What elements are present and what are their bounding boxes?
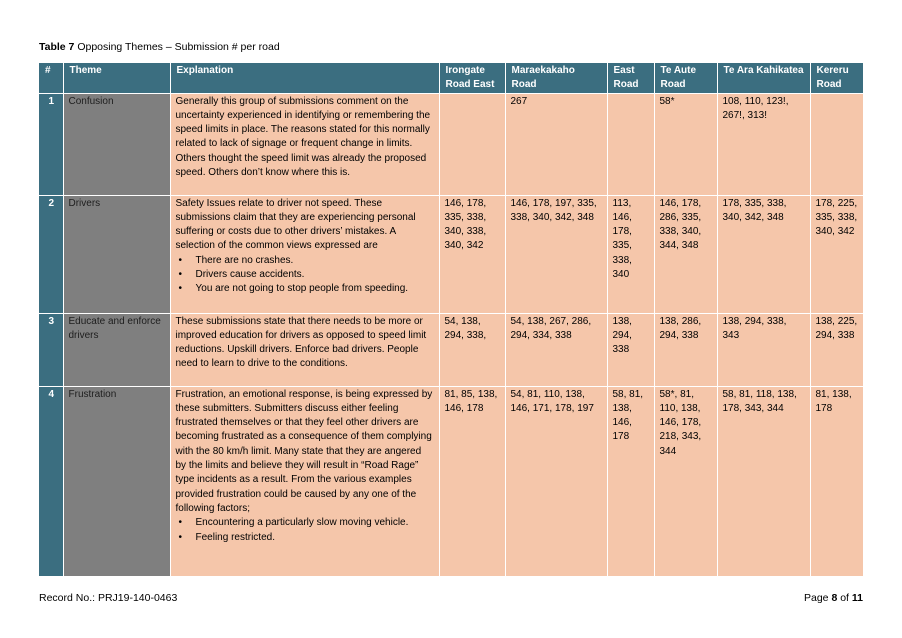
maraekakaho-cell: 267 — [505, 93, 607, 195]
explanation-bullets — [176, 254, 435, 297]
theme-cell: Confusion — [63, 93, 170, 195]
table-row — [39, 386, 863, 576]
kereru-cell: 138, 225, 294, 338 — [810, 313, 863, 386]
east-road-cell: 113, 146, 178, 335, 338, 340 — [607, 195, 654, 313]
explanation-cell — [170, 386, 439, 576]
record-number: Record No.: PRJ19-140-0463 — [39, 592, 178, 604]
bullet-item: • Encountering a particularly slow moving vehicle. — [176, 516, 435, 530]
column-header-te-aute-road: Te Aute Road — [654, 63, 717, 93]
irongate-cell: 146, 178, 335, 338, 340, 338, 340, 342 — [439, 195, 505, 313]
column-header-irongate-road-east: Irongate Road East — [439, 63, 505, 93]
maraekakaho-cell: 54, 138, 267, 286, 294, 334, 338 — [505, 313, 607, 386]
table-row — [39, 195, 863, 313]
column-header-te-ara-kahikatea: Te Ara Kahikatea — [717, 63, 810, 93]
column-header-kereru-road: Kereru Road — [810, 63, 863, 93]
table-row — [39, 313, 863, 386]
explanation-cell — [170, 313, 439, 386]
te-aute-cell: 58*, 81, 110, 138, 146, 178, 218, 343, 344 — [654, 386, 717, 576]
irongate-cell: 81, 85, 138, 146, 178 — [439, 386, 505, 576]
bullet-item: • Feeling restricted. — [176, 531, 435, 545]
maraekakaho-cell: 146, 178, 197, 335, 338, 340, 342, 348 — [505, 195, 607, 313]
theme-cell: Drivers — [63, 195, 170, 313]
column-header-theme: Theme — [63, 63, 170, 93]
table-caption-label: Table 7 — [39, 41, 75, 53]
column-header-number: # — [39, 63, 63, 93]
east-road-cell: 58, 81, 138, 146, 178 — [607, 386, 654, 576]
kereru-cell — [810, 93, 863, 195]
page-number — [804, 592, 863, 604]
explanation-text: Frustration, an emotional response, is being expressed by these submitters. Submitters discuss either feeling frustrated themselves or that they feel other drivers are becoming frustrated as a consequence of them complying with the 80 km/h limit. Many state that they are angered by the limits and believe they will result in “Road Rage” type incidents as a result. From the various examples provided frustration could be caused by any one of the following factors; — [175, 388, 433, 514]
bullet-item: • Drivers cause accidents. — [176, 268, 435, 282]
row-number: 4 — [39, 386, 63, 576]
total-pages: 11 — [851, 592, 863, 604]
kereru-cell: 81, 138, 178 — [810, 386, 863, 576]
header-row — [39, 63, 863, 93]
page-word: Page — [804, 592, 832, 604]
te-ara-kahikatea-cell: 138, 294, 338, 343 — [717, 313, 810, 386]
column-header-maraekakaho-road: Maraekakaho Road — [505, 63, 607, 93]
irongate-cell: 54, 138, 294, 338, — [439, 313, 505, 386]
kereru-cell: 178, 225, 335, 338, 340, 342 — [810, 195, 863, 313]
east-road-cell: 138, 294, 338 — [607, 313, 654, 386]
bullet-item: • There are no crashes. — [176, 254, 435, 268]
east-road-cell — [607, 93, 654, 195]
row-number: 3 — [39, 313, 63, 386]
te-aute-cell: 138, 286, 294, 338 — [654, 313, 717, 386]
column-header-east-road: East Road — [607, 63, 654, 93]
te-ara-kahikatea-cell: 178, 335, 338, 340, 342, 348 — [717, 195, 810, 313]
of-word: of — [837, 592, 852, 604]
row-number: 2 — [39, 195, 63, 313]
column-header-explanation: Explanation — [170, 63, 439, 93]
opposing-themes-table — [39, 63, 864, 576]
explanation-text: Generally this group of submissions comment on the uncertainty experienced in identifying or remembering the speed limits in place. The reasons stated for this normally related to lack of signage or frequent change in limits. Others thought the speed limit was already the proposed speed. Others don’t know where this is. — [175, 95, 431, 179]
table-caption — [39, 41, 280, 53]
current-page: 8 — [831, 592, 838, 604]
te-aute-cell: 58* — [654, 93, 717, 195]
explanation-cell — [170, 93, 439, 195]
explanation-bullets — [176, 516, 435, 545]
irongate-cell — [439, 93, 505, 195]
maraekakaho-cell: 54, 81, 110, 138, 146, 171, 178, 197 — [505, 386, 607, 576]
table-row — [39, 93, 863, 195]
theme-cell: Frustration — [63, 386, 170, 576]
explanation-text: Safety Issues relate to driver not speed. These submissions claim that they are experiencing personal suffering or costs due to other drivers’ mistakes. A selection of the common views expressed are — [175, 197, 416, 252]
explanation-cell — [170, 195, 439, 313]
table-caption-text: Opposing Themes – Submission # per road — [74, 41, 280, 53]
theme-cell: Educate and enforce drivers — [63, 313, 170, 386]
te-ara-kahikatea-cell: 108, 110, 123!, 267!, 313! — [717, 93, 810, 195]
bullet-item: • You are not going to stop people from speeding. — [176, 282, 435, 296]
te-aute-cell: 146, 178, 286, 335, 338, 340, 344, 348 — [654, 195, 717, 313]
row-number: 1 — [39, 93, 63, 195]
te-ara-kahikatea-cell: 58, 81, 118, 138, 178, 343, 344 — [717, 386, 810, 576]
explanation-text: These submissions state that there needs to be more or improved education for drivers as opposed to speed limit reductions. Upskill drivers. Enforce bad drivers. People need to learn to drive to the conditions. — [175, 315, 427, 370]
